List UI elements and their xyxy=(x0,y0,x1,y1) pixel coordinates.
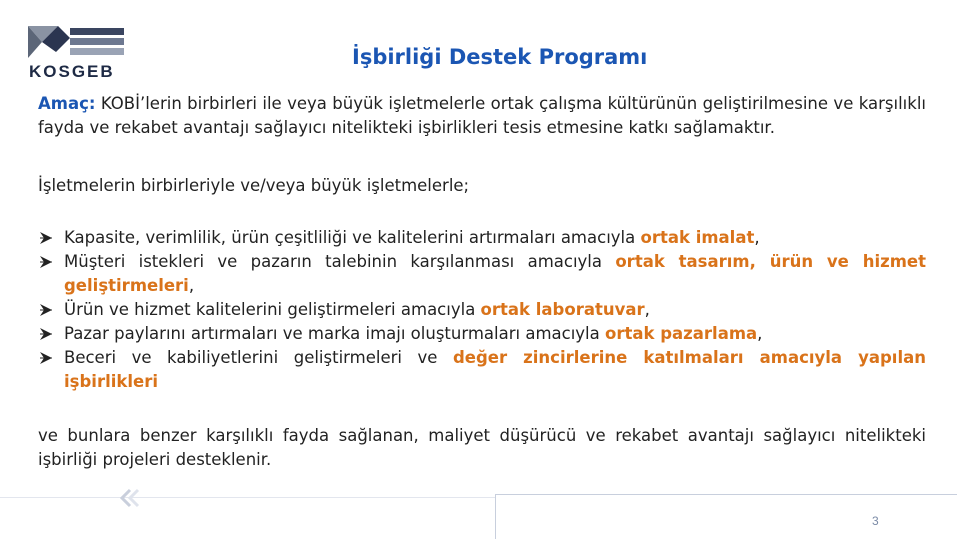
list-item-text: Pazar paylarını artırmaları ve marka imajı oluşturmaları amacıyla xyxy=(64,324,605,343)
list-item-highlight: ortak tasarım, ürün ve hizmet geliştirmeleri xyxy=(64,252,926,295)
list-item-text: Ürün ve hizmet kalitelerini geliştirmeleri amacıyla xyxy=(64,300,481,319)
list-item xyxy=(38,322,926,346)
list-item xyxy=(38,298,926,322)
list-item xyxy=(38,250,926,298)
list-item xyxy=(38,226,926,250)
page-number: 3 xyxy=(872,514,879,528)
chevron-decoration-icon xyxy=(118,487,148,509)
page-title: İşbirliği Destek Programı xyxy=(352,45,648,69)
purpose-text: KOBİ’lerin birbirleri ile veya büyük işletmelerle ortak çalışma kültürünün geliştirilmesine ve karşılıklı fayda ve rekabet avantajı sağlayıcı nitelikteki işbirlikleri tesis etmesine katkı sağlamaktır. xyxy=(38,94,926,137)
kosgeb-logo xyxy=(26,24,132,80)
footer-panel xyxy=(495,494,957,539)
purpose-paragraph xyxy=(38,92,926,140)
arrow-bullet-icon xyxy=(38,250,56,274)
list-item-highlight: ortak pazarlama xyxy=(605,324,758,343)
list-item-suffix: , xyxy=(188,276,195,295)
kosgeb-logo-mark-icon xyxy=(26,24,132,64)
list-item-text: Kapasite, verimlilik, ürün çeşitliliği ve kalitelerini artırmaları amacıyla xyxy=(64,228,641,247)
arrow-bullet-icon xyxy=(38,346,56,370)
arrow-bullet-icon xyxy=(38,298,56,322)
list-item-suffix: , xyxy=(644,300,650,319)
list-item-highlight: ortak imalat xyxy=(640,228,755,247)
list-item-suffix: , xyxy=(754,228,760,247)
list-item-highlight: değer zincirlerine katılmaları amacıyla yapılan işbirlikleri xyxy=(64,348,926,391)
list-item-suffix: , xyxy=(757,324,763,343)
list-item-text: Müşteri istekleri ve pazarın talebinin karşılanması amacıyla xyxy=(64,252,616,271)
arrow-bullet-icon xyxy=(38,226,56,250)
list-item-text: Beceri ve kabiliyetlerini geliştirmeleri ve xyxy=(64,348,453,367)
closing-paragraph: ve bunlara benzer karşılıklı fayda sağlanan, maliyet düşürücü ve rekabet avantajı sağlayıcı nitelikteki işbirliği projeleri desteklenir. xyxy=(38,426,926,469)
purpose-label: Amaç: xyxy=(38,94,96,113)
main-content xyxy=(38,92,926,472)
list-item-highlight: ortak laboratuvar xyxy=(480,300,645,319)
support-list xyxy=(38,226,926,394)
logo-wordmark: KOSGEB xyxy=(29,62,115,81)
intro-text: İşletmelerin birbirleriyle ve/veya büyük işletmelerle; xyxy=(38,176,470,195)
arrow-bullet-icon xyxy=(38,322,56,346)
list-item xyxy=(38,346,926,394)
